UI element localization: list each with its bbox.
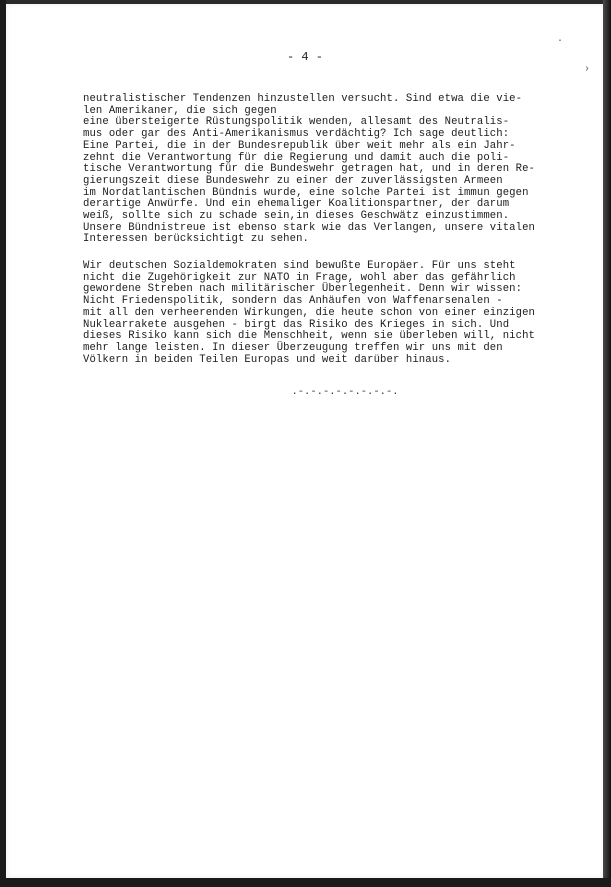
text-line: Wir deutschen Sozialdemokraten sind bewußte Europäer. Für uns steht <box>83 260 516 272</box>
text-line: neutralistischer Tendenzen hinzustellen versucht. Sind etwa die vie- <box>83 93 523 105</box>
text-line: Unsere Bündnistreue ist ebenso stark wie das Verlangen, unsere vitalen <box>83 221 536 234</box>
scan-speck: › <box>584 64 591 75</box>
page-number: - 4 - <box>286 50 323 64</box>
text-line: eine übersteigerte Rüstungspolitik wenden, allesamt des Neutralis- <box>83 116 510 129</box>
document-page <box>6 4 604 878</box>
text-line: weiß, sollte sich zu schade sein,in dieses Geschwätz einzustimmen. <box>83 210 510 223</box>
text-line: Interessen berücksichtigt zu sehen. <box>83 233 310 246</box>
text-line: gewordene Streben nach militärischer Überlegenheit. Denn wir wissen: <box>83 283 523 296</box>
text-line: Nuklearrakete ausgehen - birgt das Risiko des Krieges in sich. Und <box>83 318 510 331</box>
text-line: mit all den verheerenden Wirkungen, die heute schon von einer einzigen <box>83 306 536 319</box>
text-line: Völkern in beiden Teilen Europas und weit darüber hinaus. <box>83 353 452 366</box>
scan-border-bottom <box>0 878 611 887</box>
text-line: mehr lange leisten. In dieser Überzeugung treffen wir uns mit den <box>83 341 503 354</box>
text-line: nicht die Zugehörigkeit zur NATO in Frage, wohl aber das gefährlich <box>83 271 516 284</box>
paragraph-2 <box>83 261 583 366</box>
text-line: Nicht Friedenspolitik, sondern das Anhäufen von Waffenarsenalen - <box>83 295 503 308</box>
text-line: Eine Partei, die in der Bundesrepublik über weit mehr als ein Jahr- <box>83 139 516 152</box>
paragraph-1 <box>83 94 583 246</box>
scan-border-right <box>603 0 611 887</box>
text-line: dieses Risiko kann sich die Menschheit, wenn sie überleben will, nicht <box>83 330 536 343</box>
text-line: gierungszeit diese Bundeswehr zu einer der zuverlässigsten Armeen <box>83 174 503 187</box>
text-line: len Amerikaner, die sich gegen <box>83 104 277 117</box>
text-line: zehnt die Verantwortung für die Regierung und damit auch die poli- <box>83 151 510 164</box>
text-line: derartige Anwürfe. Und ein ehemaliger Koalitionspartner, der darum <box>83 198 510 211</box>
scan-speck: · <box>557 36 564 47</box>
text-line: im Nordatlantischen Bündnis wurde, eine solche Partei ist immun gegen <box>83 186 529 199</box>
end-separator: .-.-.-.-.-.-.-.-. <box>291 386 399 398</box>
text-line: mus oder gar des Anti-Amerikanismus verdächtig? Ich sage deutlich: <box>83 128 510 141</box>
text-line: tische Verantwortung für die Bundeswehr getragen hat, und in deren Re- <box>83 163 536 176</box>
